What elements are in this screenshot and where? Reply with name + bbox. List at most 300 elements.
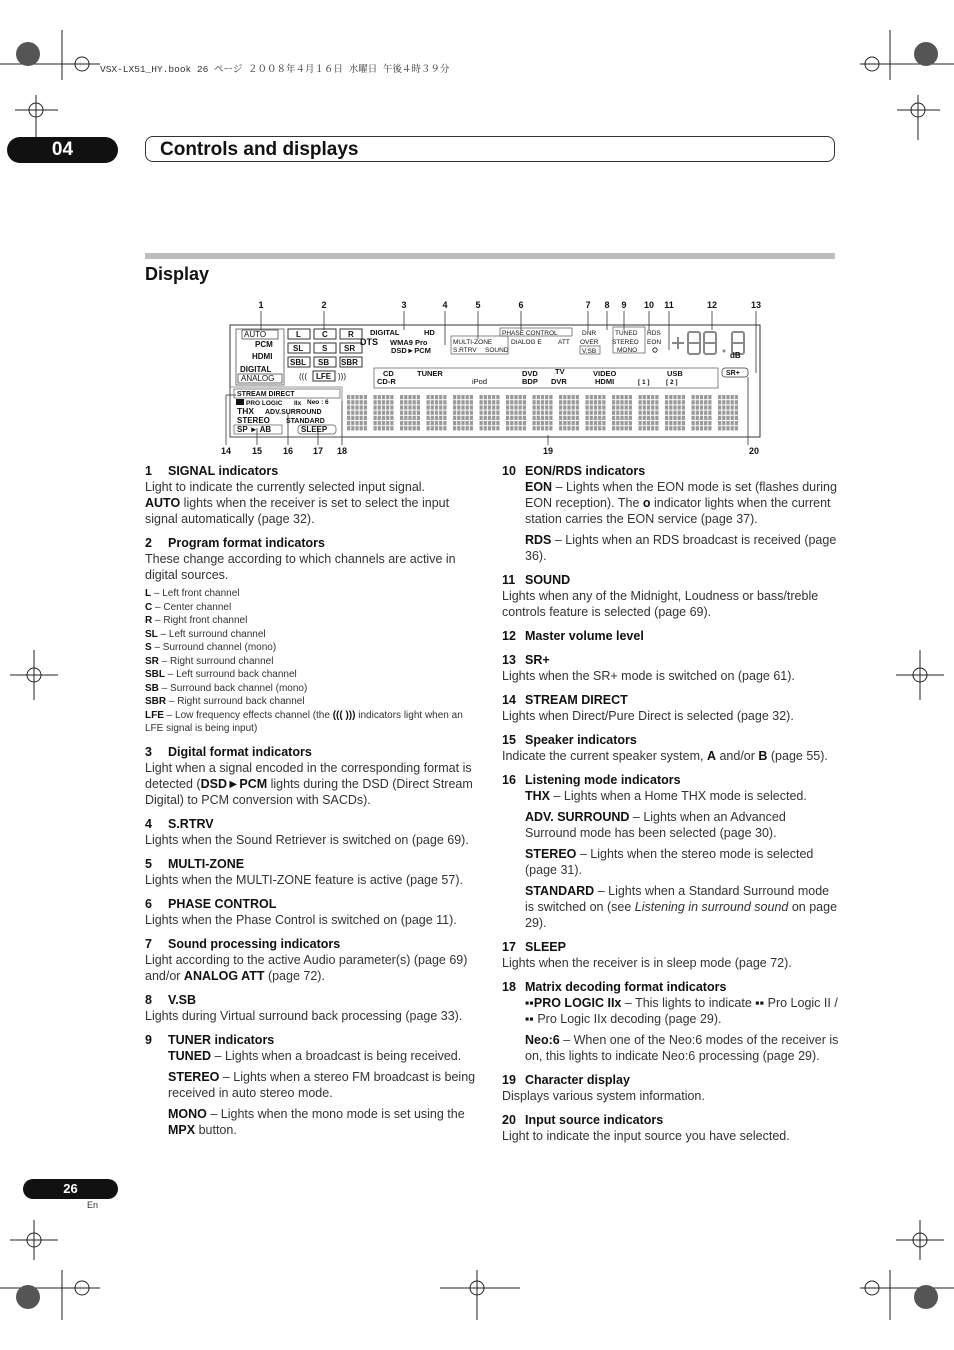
matrix-dot bbox=[629, 421, 632, 425]
matrix-dot bbox=[559, 405, 562, 409]
matrix-dot bbox=[480, 400, 483, 404]
callout-8: 8 bbox=[604, 300, 610, 310]
matrix-dot bbox=[549, 421, 552, 425]
matrix-dot bbox=[673, 400, 676, 404]
matrix-dot bbox=[351, 400, 354, 404]
matrix-dot bbox=[586, 421, 589, 425]
matrix-dot bbox=[665, 395, 668, 399]
matrix-dot bbox=[673, 426, 676, 430]
matrix-dot bbox=[404, 400, 407, 404]
matrix-dot bbox=[351, 411, 354, 415]
matrix-dot bbox=[639, 421, 642, 425]
page-language: En bbox=[87, 1200, 99, 1210]
matrix-dot bbox=[559, 416, 562, 420]
dolby-icon: ▪▪ bbox=[755, 996, 765, 1010]
callout-1: 1 bbox=[258, 300, 264, 310]
matrix-dot bbox=[722, 395, 725, 399]
matrix-dot bbox=[726, 400, 729, 404]
signal-analog: ANALOG bbox=[241, 374, 275, 383]
matrix-dot bbox=[567, 426, 570, 430]
matrix-dot bbox=[563, 421, 566, 425]
fmt-hd: HD bbox=[424, 328, 435, 337]
matrix-dot bbox=[735, 411, 738, 415]
left-column bbox=[145, 463, 483, 1146]
chapter-number: 04 bbox=[7, 137, 118, 163]
matrix-dot bbox=[347, 400, 350, 404]
matrix-dot bbox=[400, 405, 403, 409]
matrix-dot bbox=[386, 421, 389, 425]
ind-multizone: MULTI-ZONE bbox=[453, 339, 493, 346]
item-16: 16 Listening mode indicators THX – Lights when a Home THX mode is selected. ADV. SURROUND – Lights when an Advanced Surround mode has been selected (page 30). STEREO – Lights when the stereo mode is selected (page 31). STANDARD – Lights when a Standard Surround mode is switched on (see Listening in surround sound on page 29). bbox=[502, 773, 838, 930]
callout-14: 14 bbox=[220, 446, 232, 456]
matrix-dot bbox=[665, 421, 668, 425]
matrix-dot bbox=[453, 405, 456, 409]
matrix-dot bbox=[523, 416, 526, 420]
matrix-dot bbox=[435, 405, 438, 409]
matrix-dot bbox=[576, 405, 579, 409]
matrix-dot bbox=[514, 416, 517, 420]
matrix-dot bbox=[696, 405, 699, 409]
matrix-dot bbox=[506, 395, 509, 399]
matrix-dot bbox=[559, 426, 562, 430]
matrix-dot bbox=[602, 421, 605, 425]
matrix-dot bbox=[408, 400, 411, 404]
matrix-dot bbox=[586, 400, 589, 404]
matrix-dot bbox=[673, 395, 676, 399]
ch-sl: SL bbox=[293, 344, 304, 353]
matrix-dot bbox=[708, 421, 711, 425]
matrix-dot bbox=[492, 395, 495, 399]
matrix-dot bbox=[692, 411, 695, 415]
matrix-dot bbox=[443, 416, 446, 420]
matrix-dot bbox=[466, 426, 469, 430]
matrix-dot bbox=[647, 395, 650, 399]
matrix-dot bbox=[417, 411, 420, 415]
matrix-dot bbox=[347, 395, 350, 399]
callout-7: 7 bbox=[585, 300, 591, 310]
callout-4: 4 bbox=[442, 300, 448, 310]
matrix-dot bbox=[647, 421, 650, 425]
matrix-dot bbox=[602, 416, 605, 420]
matrix-dot bbox=[639, 411, 642, 415]
matrix-dot bbox=[480, 405, 483, 409]
matrix-dot bbox=[484, 416, 487, 420]
matrix-dot bbox=[541, 411, 544, 415]
matrix-dot bbox=[682, 421, 685, 425]
matrix-dot bbox=[598, 400, 601, 404]
matrix-dot bbox=[355, 416, 358, 420]
matrix-dot bbox=[567, 405, 570, 409]
matrix-dot bbox=[431, 411, 434, 415]
matrix-dot bbox=[457, 400, 460, 404]
matrix-dot bbox=[616, 405, 619, 409]
ind-sound: SOUND bbox=[485, 347, 509, 354]
matrix-dot bbox=[427, 426, 430, 430]
matrix-dot bbox=[669, 395, 672, 399]
matrix-dot bbox=[484, 426, 487, 430]
matrix-dot bbox=[390, 411, 393, 415]
matrix-dot bbox=[586, 416, 589, 420]
matrix-dot bbox=[461, 416, 464, 420]
matrix-dot bbox=[731, 421, 734, 425]
matrix-dot bbox=[629, 426, 632, 430]
matrix-dot bbox=[704, 405, 707, 409]
matrix-dot bbox=[435, 421, 438, 425]
matrix-dot bbox=[496, 426, 499, 430]
section-title: Display bbox=[145, 264, 210, 284]
matrix-dot bbox=[492, 405, 495, 409]
input-usb: USB bbox=[667, 369, 683, 378]
matrix-dot bbox=[586, 411, 589, 415]
matrix-dot bbox=[629, 411, 632, 415]
ch-l: L bbox=[296, 330, 301, 339]
eon-circle-icon: o bbox=[642, 496, 651, 510]
matrix-dot bbox=[576, 416, 579, 420]
matrix-dot bbox=[496, 416, 499, 420]
matrix-dot bbox=[594, 416, 597, 420]
ind-adv-surround: ADV.SURROUND bbox=[265, 409, 322, 416]
matrix-dot bbox=[364, 421, 367, 425]
matrix-dot bbox=[347, 411, 350, 415]
fmt-digital: DIGITAL bbox=[370, 328, 400, 337]
volume-db: dB bbox=[730, 351, 741, 360]
matrix-dot bbox=[510, 416, 513, 420]
matrix-dot bbox=[470, 400, 473, 404]
matrix-dot bbox=[669, 405, 672, 409]
matrix-dot bbox=[374, 416, 377, 420]
ch-sb: SB bbox=[318, 358, 330, 367]
matrix-dot bbox=[533, 426, 536, 430]
matrix-dot bbox=[533, 416, 536, 420]
matrix-dot bbox=[559, 411, 562, 415]
input-hdmi-1: [ 1 ] bbox=[638, 379, 650, 386]
matrix-dot bbox=[700, 400, 703, 404]
matrix-dot bbox=[643, 405, 646, 409]
matrix-dot bbox=[431, 400, 434, 404]
matrix-dot bbox=[466, 400, 469, 404]
matrix-dot bbox=[488, 395, 491, 399]
ind-phase-control: PHASE CONTROL bbox=[502, 330, 558, 337]
matrix-dot bbox=[496, 421, 499, 425]
matrix-dot bbox=[602, 426, 605, 430]
matrix-dot bbox=[620, 421, 623, 425]
matrix-dot bbox=[523, 395, 526, 399]
matrix-dot bbox=[374, 395, 377, 399]
matrix-dot bbox=[510, 421, 513, 425]
matrix-dot bbox=[360, 411, 363, 415]
matrix-dot bbox=[519, 416, 522, 420]
matrix-dot bbox=[700, 426, 703, 430]
matrix-dot bbox=[598, 421, 601, 425]
matrix-dot bbox=[696, 416, 699, 420]
callout-2: 2 bbox=[321, 300, 327, 310]
matrix-dot bbox=[576, 411, 579, 415]
matrix-dot bbox=[351, 426, 354, 430]
matrix-dot bbox=[722, 426, 725, 430]
matrix-dot bbox=[590, 426, 593, 430]
input-cdr: CD-R bbox=[377, 377, 396, 386]
matrix-dot bbox=[731, 405, 734, 409]
matrix-dot bbox=[598, 395, 601, 399]
ind-iix: IIx bbox=[294, 400, 302, 407]
matrix-dot bbox=[620, 400, 623, 404]
matrix-dot bbox=[533, 405, 536, 409]
matrix-dot bbox=[651, 405, 654, 409]
matrix-dot bbox=[386, 405, 389, 409]
matrix-dot bbox=[523, 411, 526, 415]
callout-3: 3 bbox=[401, 300, 407, 310]
matrix-dot bbox=[386, 416, 389, 420]
matrix-dot bbox=[612, 411, 615, 415]
matrix-dot bbox=[735, 400, 738, 404]
matrix-dot bbox=[722, 421, 725, 425]
tuner-tuned: TUNED bbox=[615, 330, 638, 337]
matrix-dot bbox=[669, 416, 672, 420]
matrix-dot bbox=[594, 395, 597, 399]
matrix-dot bbox=[378, 421, 381, 425]
ch-lfe: LFE bbox=[316, 372, 332, 381]
matrix-dot bbox=[523, 421, 526, 425]
matrix-dot bbox=[510, 426, 513, 430]
matrix-dot bbox=[514, 395, 517, 399]
matrix-dot bbox=[549, 426, 552, 430]
matrix-dot bbox=[598, 411, 601, 415]
right-column bbox=[502, 463, 840, 1152]
callout-20: 20 bbox=[748, 446, 760, 456]
dolby-icon: ▪▪ bbox=[525, 1012, 534, 1026]
matrix-dot bbox=[643, 416, 646, 420]
matrix-dot bbox=[443, 421, 446, 425]
matrix-dot bbox=[470, 411, 473, 415]
matrix-dot bbox=[435, 395, 438, 399]
matrix-dot bbox=[537, 416, 540, 420]
matrix-dot bbox=[541, 405, 544, 409]
input-cd: CD bbox=[383, 369, 394, 378]
matrix-dot bbox=[625, 395, 628, 399]
matrix-dot bbox=[408, 421, 411, 425]
matrix-dot bbox=[545, 416, 548, 420]
matrix-dot bbox=[643, 395, 646, 399]
matrix-dot bbox=[572, 400, 575, 404]
item-4: 4 S.RTRV Lights when the Sound Retriever is switched on (page 69). bbox=[145, 816, 469, 847]
matrix-dot bbox=[519, 421, 522, 425]
matrix-dot bbox=[731, 426, 734, 430]
matrix-dot bbox=[718, 400, 721, 404]
matrix-dot bbox=[559, 395, 562, 399]
ind-thx: THX bbox=[237, 406, 254, 416]
matrix-dot bbox=[519, 411, 522, 415]
matrix-dot bbox=[514, 411, 517, 415]
file-header: VSX-LX51_HY.book 26 ページ ２００８年４月１６日 水曜日 午後４時３９分 bbox=[100, 64, 450, 75]
matrix-dot bbox=[669, 421, 672, 425]
matrix-dot bbox=[629, 416, 632, 420]
matrix-dot bbox=[545, 400, 548, 404]
matrix-dot bbox=[692, 426, 695, 430]
item-8: 8 V.SB Lights during Virtual surround back processing (page 33). bbox=[145, 992, 463, 1023]
matrix-dot bbox=[408, 395, 411, 399]
matrix-dot bbox=[669, 411, 672, 415]
matrix-dot bbox=[586, 426, 589, 430]
matrix-dot bbox=[519, 400, 522, 404]
matrix-dot bbox=[541, 400, 544, 404]
item-7: 7 Sound processing indicators Light according to the active Audio parameter(s) (page 69) and/or ANALOG ATT (page 72). bbox=[145, 936, 468, 983]
matrix-dot bbox=[625, 400, 628, 404]
matrix-dot bbox=[700, 421, 703, 425]
matrix-dot bbox=[643, 400, 646, 404]
matrix-dot bbox=[726, 395, 729, 399]
matrix-dot bbox=[466, 411, 469, 415]
matrix-dot bbox=[457, 421, 460, 425]
matrix-dot bbox=[453, 421, 456, 425]
matrix-dot bbox=[378, 395, 381, 399]
matrix-dot bbox=[431, 395, 434, 399]
matrix-dot bbox=[382, 416, 385, 420]
matrix-dot bbox=[374, 421, 377, 425]
tuner-stereo: STEREO bbox=[612, 339, 639, 346]
ch-sr: SR bbox=[344, 344, 356, 353]
matrix-dot bbox=[567, 421, 570, 425]
dolby-icon: ▪▪ bbox=[525, 996, 534, 1010]
matrix-dot bbox=[488, 416, 491, 420]
matrix-dot bbox=[673, 405, 676, 409]
matrix-dot bbox=[682, 400, 685, 404]
matrix-dot bbox=[519, 426, 522, 430]
matrix-dot bbox=[484, 400, 487, 404]
matrix-dot bbox=[378, 416, 381, 420]
matrix-dot bbox=[519, 405, 522, 409]
matrix-dot bbox=[722, 411, 725, 415]
item-14: 14 STREAM DIRECT Lights when Direct/Pure Direct is selected (page 32). bbox=[502, 693, 794, 723]
matrix-dot bbox=[731, 416, 734, 420]
matrix-dot bbox=[545, 395, 548, 399]
matrix-dot bbox=[404, 395, 407, 399]
section-rule bbox=[145, 253, 835, 259]
ind-stream-direct: STREAM DIRECT bbox=[237, 391, 295, 398]
matrix-dot bbox=[488, 411, 491, 415]
matrix-dot bbox=[457, 416, 460, 420]
matrix-dot bbox=[435, 400, 438, 404]
matrix-dot bbox=[708, 400, 711, 404]
matrix-dot bbox=[408, 426, 411, 430]
callout-13: 13 bbox=[750, 300, 762, 310]
item-18: 18 Matrix decoding format indicators ▪▪PRO LOGIC IIx – This lights to indicate ▪▪ Pro Logic II / ▪▪ Pro Logic IIx decoding (page 29). Neo:6 – When one of the Neo:6 modes of the receiver is on, this lights to indicate Neo:6 processing (page 29). bbox=[502, 980, 839, 1063]
ch-sbr: SBR bbox=[341, 358, 358, 367]
callout-6: 6 bbox=[518, 300, 524, 310]
matrix-dot bbox=[480, 416, 483, 420]
matrix-dot bbox=[692, 405, 695, 409]
matrix-dot bbox=[506, 405, 509, 409]
matrix-dot bbox=[620, 416, 623, 420]
matrix-dot bbox=[466, 421, 469, 425]
input-bdp: BDP bbox=[522, 377, 538, 386]
ind-over: OVER bbox=[580, 339, 599, 346]
matrix-dot bbox=[514, 426, 517, 430]
matrix-dot bbox=[533, 411, 536, 415]
callout-5: 5 bbox=[475, 300, 481, 310]
matrix-dot bbox=[629, 395, 632, 399]
page-number: 26 bbox=[23, 1179, 118, 1199]
matrix-dot bbox=[439, 416, 442, 420]
matrix-dot bbox=[563, 400, 566, 404]
matrix-dot bbox=[408, 416, 411, 420]
matrix-dot bbox=[549, 416, 552, 420]
ch-s: S bbox=[322, 344, 328, 353]
matrix-dot bbox=[541, 421, 544, 425]
matrix-dot bbox=[620, 426, 623, 430]
matrix-dot bbox=[510, 405, 513, 409]
matrix-dot bbox=[572, 426, 575, 430]
item-10: 10 EON/RDS indicators EON – Lights when the EON mode is set (flashes during EON reception). The o indicator lights when the current station carries the EON service (page 37). RDS – Lights when an RDS broadcast is received (page 36). bbox=[502, 464, 837, 563]
matrix-dot bbox=[665, 416, 668, 420]
matrix-dot bbox=[506, 400, 509, 404]
ind-pro-logic: PRO LOGIC bbox=[246, 400, 283, 407]
matrix-dot bbox=[625, 421, 628, 425]
matrix-dot bbox=[598, 405, 601, 409]
matrix-dot bbox=[586, 395, 589, 399]
matrix-dot bbox=[718, 416, 721, 420]
matrix-dot bbox=[647, 411, 650, 415]
matrix-dot bbox=[453, 395, 456, 399]
matrix-dot bbox=[364, 400, 367, 404]
matrix-dot bbox=[655, 400, 658, 404]
signal-hdmi: HDMI bbox=[252, 352, 273, 361]
matrix-dot bbox=[678, 400, 681, 404]
matrix-dot bbox=[492, 421, 495, 425]
matrix-dot bbox=[390, 416, 393, 420]
matrix-dot bbox=[616, 411, 619, 415]
matrix-dot bbox=[435, 416, 438, 420]
ind-eon: EON bbox=[647, 339, 662, 346]
matrix-dot bbox=[400, 411, 403, 415]
matrix-dot bbox=[417, 405, 420, 409]
matrix-dot bbox=[718, 426, 721, 430]
matrix-dot bbox=[643, 411, 646, 415]
matrix-dot bbox=[466, 395, 469, 399]
matrix-dot bbox=[700, 416, 703, 420]
matrix-dot bbox=[708, 426, 711, 430]
matrix-dot bbox=[496, 405, 499, 409]
matrix-dot bbox=[519, 395, 522, 399]
matrix-dot bbox=[651, 421, 654, 425]
matrix-dot bbox=[563, 416, 566, 420]
matrix-dot bbox=[461, 400, 464, 404]
matrix-dot bbox=[382, 421, 385, 425]
matrix-dot bbox=[404, 421, 407, 425]
chapter-title: Controls and displays bbox=[145, 136, 835, 162]
item-6: 6 PHASE CONTROL Lights when the Phase Control is switched on (page 11). bbox=[145, 896, 457, 927]
matrix-dot bbox=[492, 426, 495, 430]
input-ipod: iPod bbox=[472, 377, 488, 386]
matrix-dot bbox=[563, 411, 566, 415]
matrix-dot bbox=[413, 421, 416, 425]
matrix-dot bbox=[382, 400, 385, 404]
item-13: 13 SR+ Lights when the SR+ mode is switched on (page 61). bbox=[502, 653, 795, 683]
matrix-dot bbox=[590, 395, 593, 399]
matrix-dot bbox=[735, 405, 738, 409]
matrix-dot bbox=[708, 411, 711, 415]
matrix-dot bbox=[413, 395, 416, 399]
matrix-dot bbox=[731, 400, 734, 404]
matrix-dot bbox=[700, 411, 703, 415]
matrix-dot bbox=[480, 395, 483, 399]
matrix-dot bbox=[692, 395, 695, 399]
matrix-dot bbox=[523, 426, 526, 430]
matrix-dot bbox=[537, 411, 540, 415]
matrix-dot bbox=[364, 411, 367, 415]
matrix-dot bbox=[439, 395, 442, 399]
display-diagram bbox=[200, 295, 780, 460]
ind-sr-plus: SR+ bbox=[726, 370, 740, 377]
